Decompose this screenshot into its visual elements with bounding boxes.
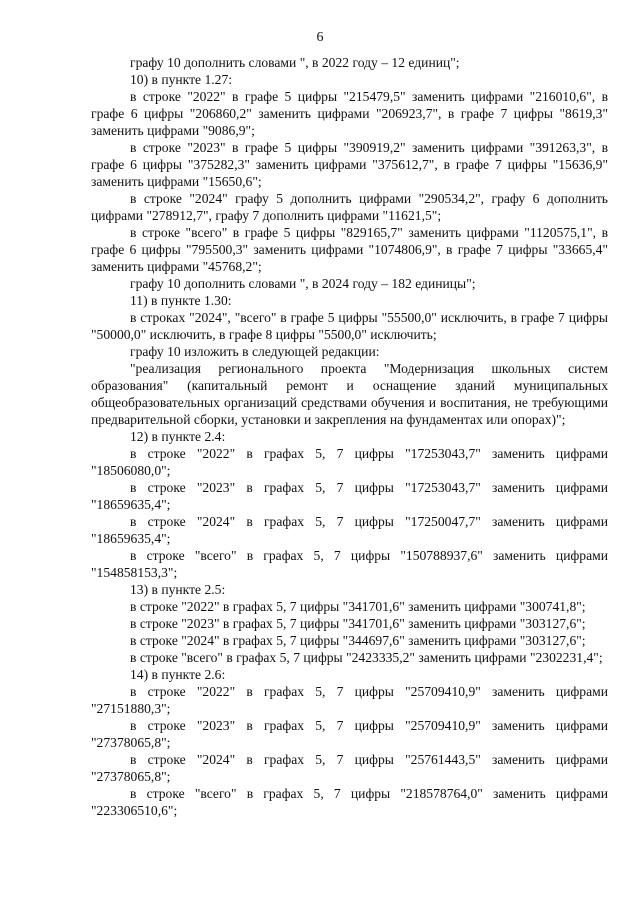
page-number: 6 (316, 30, 324, 45)
paragraph: в строке "2023" в графах 5, 7 цифры "25709410,9" заменить цифрами "27378065,8"; (91, 718, 608, 750)
paragraph: графу 10 изложить в следующей редакции: (130, 344, 380, 359)
paragraph: в строке "2023" в графах 5, 7 цифры "17253043,7" заменить цифрами "18659635,4"; (91, 480, 608, 512)
item-heading: 11) в пункте 1.30: (130, 293, 232, 308)
paragraph: графу 10 дополнить словами ", в 2024 году – 182 единицы"; (130, 276, 476, 291)
paragraph: в строке "2024" в графах 5, 7 цифры "344697,6" заменить цифрами "303127,6"; (130, 633, 586, 648)
paragraph: в строке "2024" графу 5 дополнить цифрами "290534,2", графу 6 дополнить цифрами "278912,7", графу 7 дополнить цифрами "11621,5"; (91, 191, 608, 223)
paragraph: графу 10 дополнить словами ", в 2022 году – 12 единиц"; (130, 55, 460, 70)
paragraph: в строке "всего" в графах 5, 7 цифры "150788937,6" заменить цифрами "154858153,3"; (91, 548, 608, 580)
paragraph: в строке "всего" в графах 5, 7 цифры "218578764,0" заменить цифрами "223306510,6"; (91, 786, 608, 818)
paragraph: в строке "всего" в графах 5, 7 цифры "2423335,2" заменить цифрами "2302231,4"; (130, 650, 603, 665)
paragraph: в строке "всего" в графе 5 цифры "829165,7" заменить цифрами "1120575,1", в графе 6 цифры "795500,3" заменить цифрами "1074806,9", в графе 7 цифры "33665,4" заменить цифрами "45768,2"; (91, 225, 608, 274)
item-heading: 13) в пункте 2.5: (130, 582, 226, 597)
document-body (91, 54, 608, 819)
paragraph: в строке "2022" в графе 5 цифры "215479,5" заменить цифрами "216010,6", в графе 6 цифры "206860,2" заменить цифрами "206923,7", в графе 7 цифры "8619,3" заменить цифрами "9086,9"; (91, 89, 608, 138)
item-heading: 14) в пункте 2.6: (130, 667, 226, 682)
paragraph: в строке "2022" в графах 5, 7 цифры "17253043,7" заменить цифрами "18506080,0"; (91, 446, 608, 478)
paragraph: в строке "2023" в графах 5, 7 цифры "341701,6" заменить цифрами "303127,6"; (130, 616, 586, 631)
quoted-paragraph: "реализация регионального проекта "Модернизация школьных систем образования" (капитальный ремонт и оснащение зданий муниципальных общеобразовательных организаций средствами обучения и воспитания, не требующими предварительной сборки, установки и закрепления на фундаментах или опорах)"; (91, 361, 608, 427)
item-heading: 10) в пункте 1.27: (130, 72, 233, 87)
paragraph: в строке "2024" в графах 5, 7 цифры "17250047,7" заменить цифрами "18659635,4"; (91, 514, 608, 546)
paragraph: в строках "2024", "всего" в графе 5 цифры "55500,0" исключить, в графе 7 цифры "50000,0" исключить, в графе 8 цифры "5500,0" исключить; (91, 310, 608, 342)
paragraph: в строке "2022" в графах 5, 7 цифры "341701,6" заменить цифрами "300741,8"; (130, 599, 586, 614)
paragraph: в строке "2023" в графе 5 цифры "390919,2" заменить цифрами "391263,3", в графе 6 цифры "375282,3" заменить цифрами "375612,7", в графе 7 цифры "15636,9" заменить цифрами "15650,6"; (91, 140, 608, 189)
paragraph: в строке "2024" в графах 5, 7 цифры "25761443,5" заменить цифрами "27378065,8"; (91, 752, 608, 784)
paragraph: в строке "2022" в графах 5, 7 цифры "25709410,9" заменить цифрами "27151880,3"; (91, 684, 608, 716)
item-heading: 12) в пункте 2.4: (130, 429, 226, 444)
